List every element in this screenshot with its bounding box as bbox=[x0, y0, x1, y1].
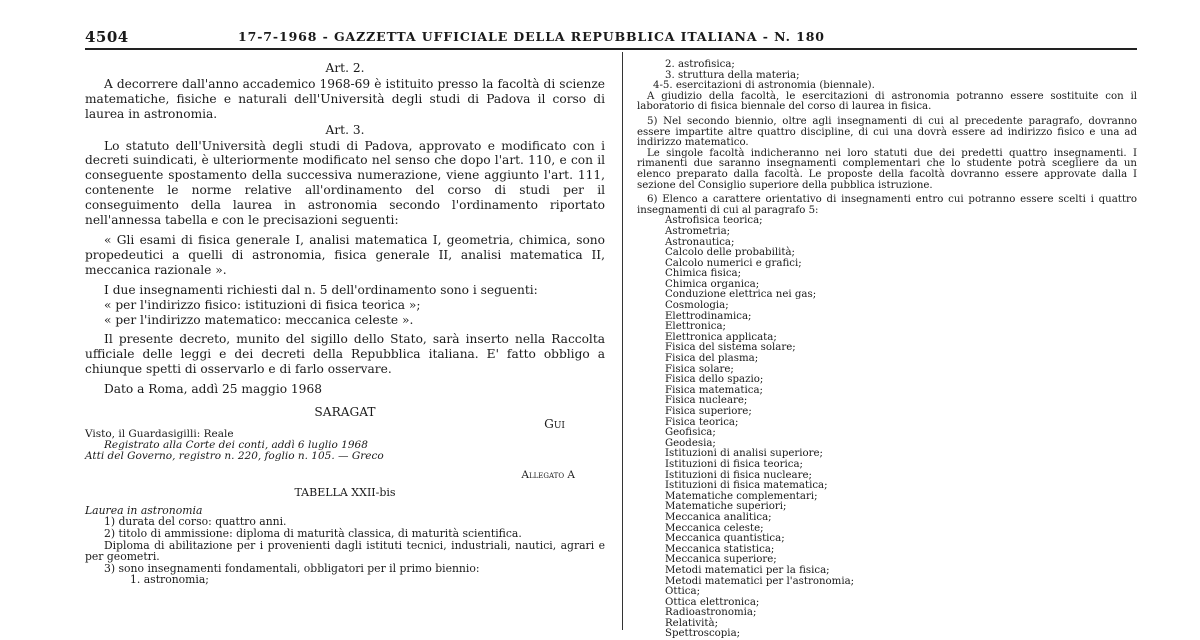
singole-paragraph: Le singole facoltà indicheranno nei loro statuti due dei predetti quattro insegnamenti. I rimanenti due saranno insegnamenti complementari che lo studente potrà scegliere da un elenco preparato dalla facoltà. Le proposte della facoltà dovranno essere approvate dalla I sezione del Consiglio superiore della pubblica istruzione. bbox=[637, 147, 1137, 191]
course-list-item: Istituzioni di fisica teorica; bbox=[665, 458, 803, 470]
course-list-item: Fisica solare; bbox=[665, 363, 734, 375]
dated-line: Dato a Roma, addì 25 maggio 1968 bbox=[104, 382, 322, 397]
course-list-item: Astrofisica teorica; bbox=[665, 215, 763, 227]
article-2-title: Art. 2. bbox=[325, 61, 365, 75]
laurea-heading: Laurea in astronomia bbox=[85, 503, 203, 517]
course-list-item: Astronautica; bbox=[665, 236, 735, 248]
course-list-item: Chimica organica; bbox=[665, 278, 760, 290]
quote-indirizzo-fisico: « per l'indirizzo fisico: istituzioni di fisica teorica »; bbox=[104, 297, 421, 312]
course-list-item: Relatività; bbox=[665, 617, 718, 629]
column-divider bbox=[622, 52, 623, 630]
course-list-item: Istituzioni di fisica matematica; bbox=[665, 480, 828, 492]
course-list-item: Ottica; bbox=[665, 586, 701, 598]
course-list-item: Elettrodinamica; bbox=[665, 310, 752, 322]
course-list-item: Meccanica celeste; bbox=[665, 522, 764, 534]
course-list-item: Chimica fisica; bbox=[665, 268, 742, 280]
course-list-item: Fisica del sistema solare; bbox=[665, 342, 796, 354]
course-list-item: Calcolo delle probabilità; bbox=[665, 247, 795, 259]
two-courses-paragraph: I due insegnamenti richiesti dal n. 5 dell'ordinamento sono i seguenti: bbox=[104, 282, 538, 297]
quote-indirizzo-matematico: « per l'indirizzo matematico: meccanica celeste ». bbox=[104, 312, 414, 327]
course-list-item: Ottica elettronica; bbox=[665, 596, 760, 608]
course-list-item: Istituzioni di analisi superiore; bbox=[665, 448, 823, 460]
signature-saragat: SARAGAT bbox=[314, 405, 376, 420]
diploma-paragraph: Diploma di abilitazione per i provenienti dagli istituti tecnici, industriali, nautici, agrari e per geometri. bbox=[85, 538, 605, 564]
course-list-item: Fisica del plasma; bbox=[665, 353, 759, 365]
course-list-item: Istituzioni di fisica nucleare; bbox=[665, 469, 812, 481]
course-list-item: Meccanica statistica; bbox=[665, 543, 775, 555]
article-3-title: Art. 3. bbox=[325, 122, 365, 137]
course-list-item: Meccanica quantistica; bbox=[665, 533, 785, 545]
course-list-item: Astrometria; bbox=[665, 225, 731, 237]
article-2-text: A decorrere dall'anno accademico 1968-69 è istituito presso la facoltà di scienze matematiche, fisiche e naturali dell'Università degli studi di Padova il corso di laurea in astronomia. bbox=[85, 76, 605, 121]
course-list-item: Fisica teorica; bbox=[665, 416, 739, 428]
top-list-item: 4-5. esercitazioni di astronomia (biennale). bbox=[653, 80, 875, 92]
decree-paragraph: Il presente decreto, munito del sigillo dello Stato, sarà inserto nella Raccolta ufficiale delle leggi e dei decreti della Repubblica italiana. E' fatto obbligo a chiunque spetti di osservarlo e di farlo osservare. bbox=[85, 332, 605, 377]
course-list-item: Calcolo numerici e grafici; bbox=[665, 257, 802, 269]
allegato-label: Allegato A bbox=[521, 469, 575, 482]
course-list-item: Spettroscopia; bbox=[665, 628, 741, 640]
page-header bbox=[85, 28, 1130, 48]
giudizio-paragraph: A giudizio della facoltà, le esercitazioni di astronomia potranno essere sostituite con il laboratorio di fisica biennale del corso di laurea in fisica. bbox=[637, 90, 1137, 113]
paragraph-6: 6) Elenco a carattere orientativo di insegnamenti entro cui potranno essere scelti i quattro insegnamenti di cui al paragrafo 5: bbox=[637, 194, 1137, 216]
top-list-item: 2. astrofisica; bbox=[665, 59, 735, 70]
course-list-item: Meccanica superiore; bbox=[665, 554, 777, 566]
atti-line: Atti del Governo, registro n. 220, foglio n. 105. — Greco bbox=[85, 450, 384, 463]
top-list-item: 3. struttura della materia; bbox=[665, 69, 800, 81]
item-3: 3) sono insegnamenti fondamentali, obbligatori per il primo biennio: bbox=[104, 561, 480, 575]
propedeutic-quote: « Gli esami di fisica generale I, analisi matematica I, geometria, chimica, sono propedeutici a quelli di astronomia, fisica generale II, analisi matematica II, meccanica razionale ». bbox=[85, 232, 605, 277]
tabella-title: TABELLA XXII-bis bbox=[294, 485, 396, 499]
item-3-1: 1. astronomia; bbox=[130, 573, 209, 587]
course-list-item: Fisica superiore; bbox=[665, 406, 752, 417]
course-list-item: Radioastronomia; bbox=[665, 607, 757, 619]
course-list-item: Conduzione elettrica nei gas; bbox=[665, 289, 817, 301]
registration-line: Registrato alla Corte dei conti, addì 6 luglio 1968 bbox=[104, 439, 368, 452]
paragraph-5: 5) Nel secondo biennio, oltre agli insegnamenti di cui al precedente paragrafo, dovranno essere impartite altre quattro discipline, di cui una dovrà essere ad indirizzo fisico e una ad indirizzo matematico. bbox=[637, 115, 1137, 149]
item-1: 1) durata del corso: quattro anni. bbox=[104, 515, 287, 529]
course-list-item: Matematiche complementari; bbox=[665, 490, 818, 502]
course-list-item: Fisica nucleare; bbox=[665, 395, 748, 407]
course-list-item: Elettronica applicata; bbox=[665, 331, 777, 343]
visto-line: Visto, il Guardasigilli: Reale bbox=[85, 428, 234, 441]
course-list-item: Geodesia; bbox=[665, 437, 716, 449]
course-list-item: Geofisica; bbox=[665, 427, 716, 439]
left-column bbox=[85, 60, 605, 586]
masthead: 17-7-1968 - GAZZETTA UFFICIALE DELLA REPUBBLICA ITALIANA - N. 180 bbox=[238, 29, 825, 44]
article-3-text: Lo statuto dell'Università degli studi di Padova, approvato e modificato con i decreti suindicati, è ulteriormente modificato nel senso che dopo l'art. 110, e con il conseguente spostamento della successiva numerazione, viene aggiunto l'art. 111, contenente le norme relative all'ordinamento del corso di studi per il conseguimento della laurea in astronomia secondo l'ordinamento riportato nell'annessa tabella e con le precisazioni seguenti: bbox=[85, 138, 605, 228]
signature-gui: Gui bbox=[544, 417, 565, 432]
course-list-item: Fisica dello spazio; bbox=[665, 374, 764, 386]
right-column bbox=[637, 60, 1137, 640]
item-2: 2) titolo di ammissione: diploma di maturità classica, di maturità scientifica. bbox=[104, 527, 522, 541]
course-list bbox=[637, 216, 1137, 640]
course-list-item: Cosmologia; bbox=[665, 300, 729, 312]
course-list-item: Metodi matematici per la fisica; bbox=[665, 564, 830, 576]
signature-block bbox=[85, 405, 605, 432]
course-list-item: Meccanica analitica; bbox=[665, 511, 772, 523]
course-list-item: Metodi matematici per l'astronomia; bbox=[665, 575, 855, 587]
page-number: 4504 bbox=[85, 28, 129, 46]
header-rule bbox=[85, 48, 1137, 50]
course-list-item: Fisica matematica; bbox=[665, 384, 763, 396]
course-list-item: Elettronica; bbox=[665, 321, 726, 333]
course-list-item: Matematiche superiori; bbox=[665, 501, 787, 513]
